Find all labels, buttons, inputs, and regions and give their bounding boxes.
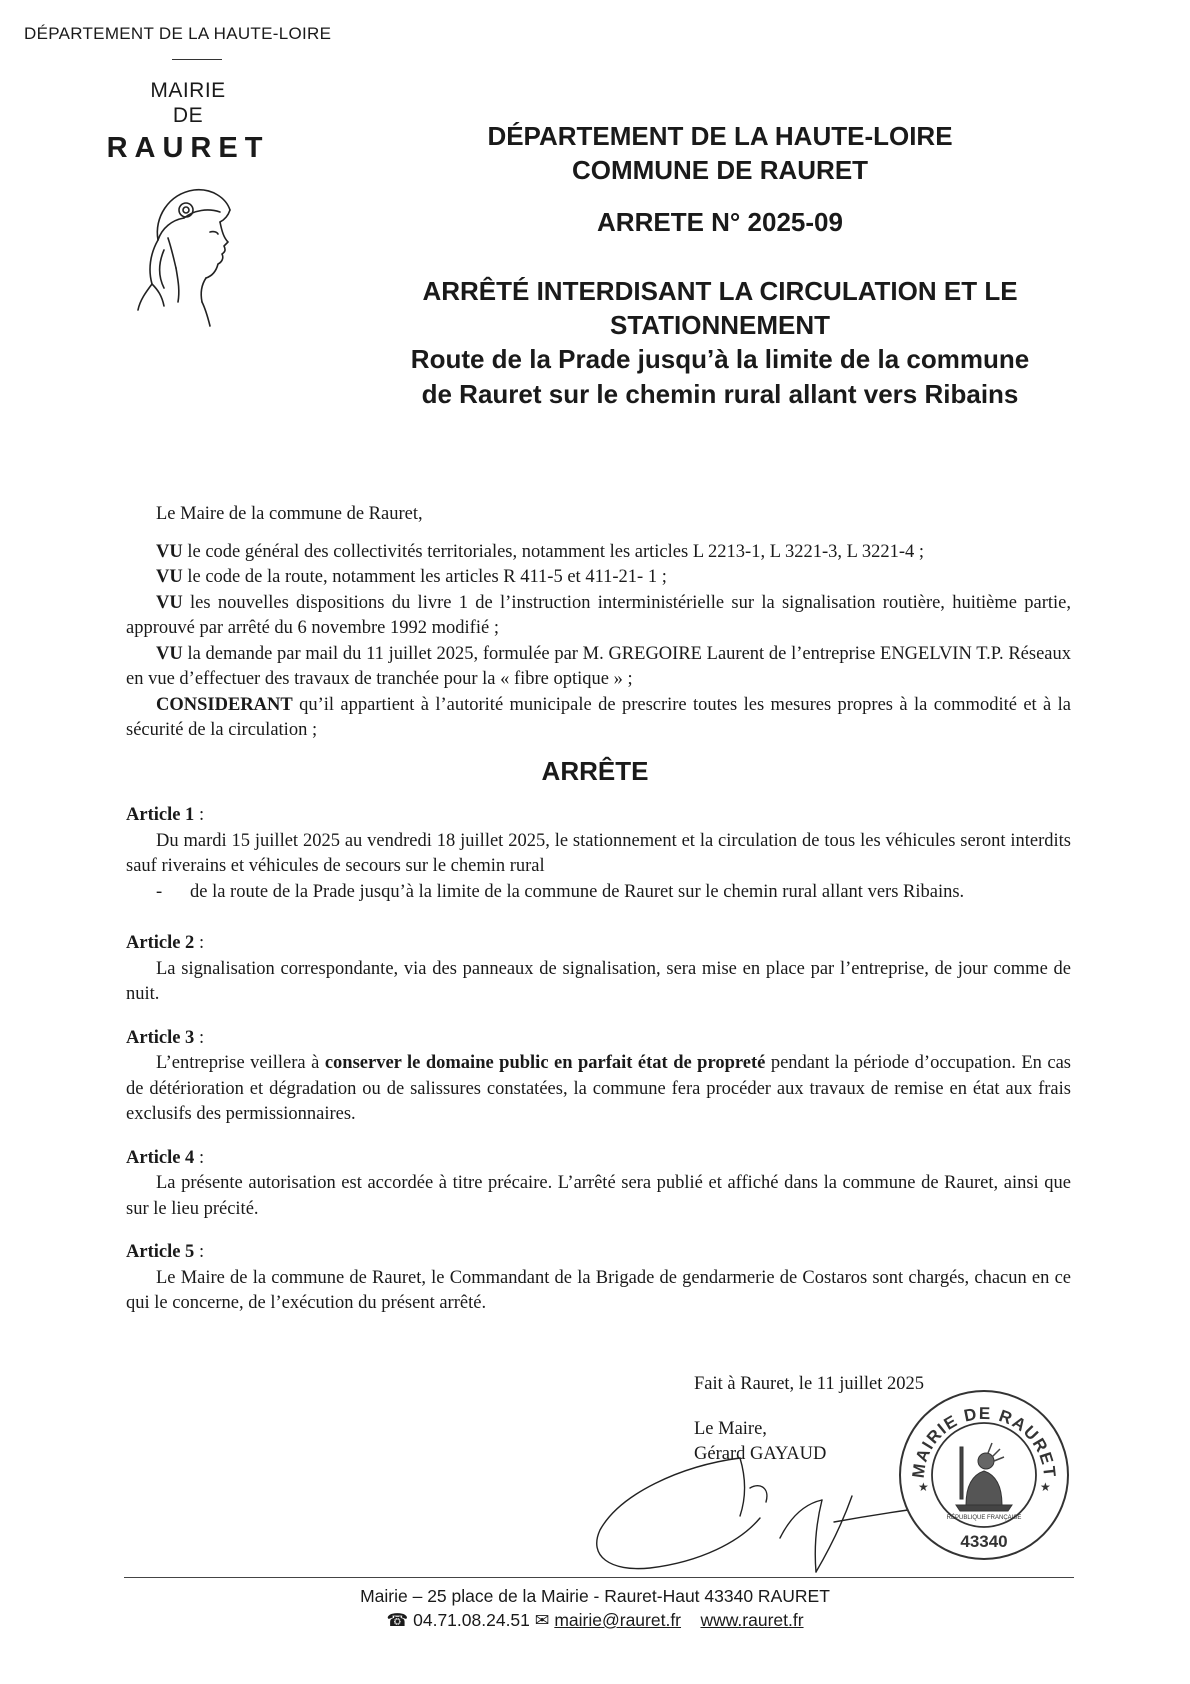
arrete-title	[300, 274, 1140, 342]
seal-star-icon: ★	[918, 1480, 929, 1494]
vu-text: la demande par mail du 11 juillet 2025, formulée par M. GREGOIRE Laurent de l’entreprise ENGELVIN T.P. Réseaux en vue d’effectuer des travaux de tranchée pour la « fibre optique » ;	[126, 643, 1071, 689]
seal-postal-code: 43340	[960, 1532, 1008, 1551]
article-4-label: Article 4 :	[126, 1147, 205, 1168]
preamble	[126, 502, 1071, 744]
article-4-text: La présente autorisation est accordée à titre précaire. L’arrêté sera publié et affiché dans la commune de Rauret, ainsi que sur le lieu précité.	[126, 1173, 1071, 1219]
header-department: DÉPARTEMENT DE LA HAUTE-LOIRE	[487, 121, 953, 151]
considerant-paragraph	[126, 693, 1071, 744]
arrete-title-line2: STATIONNEMENT	[609, 310, 831, 340]
vu-paragraph-1	[126, 540, 1071, 566]
article-3-label: Article 3 :	[126, 1027, 205, 1048]
arrete-title-line1: ARRÊTÉ INTERDISANT LA CIRCULATION ET LE	[422, 276, 1018, 306]
letterhead-mairie	[88, 78, 288, 166]
signatory-name: Gérard GAYAUD	[694, 1444, 827, 1464]
footer-website-link[interactable]: www.rauret.fr	[700, 1610, 804, 1630]
article-5-text: Le Maire de la commune de Rauret, le Commandant de la Brigade de gendarmerie de Costaros sont chargés, chacun en ce qui le concerne, de l’exécution du présent arrêté.	[126, 1267, 1071, 1313]
vu-label: VU	[156, 567, 183, 587]
vu-text: le code de la route, notamment les articles R 411-5 et 411-21- 1 ;	[182, 567, 667, 587]
place-date: Fait à Rauret, le 11 juillet 2025	[694, 1374, 925, 1394]
vu-label: VU	[156, 643, 183, 664]
article-1-label: Article 1 :	[126, 805, 205, 825]
letterhead-mairie-label: MAIRIE	[150, 79, 226, 102]
letterhead-divider	[172, 59, 222, 60]
vu-text: les nouvelles dispositions du livre 1 de l’instruction interministérielle sur la signalisation routière, huitième partie, approuvé par arrêté du 6 novembre 1992 modifié ;	[126, 592, 1071, 638]
arrete-heading: ARRÊTE	[541, 756, 649, 786]
article-1-text: Du mardi 15 juillet 2025 au vendredi 18 juillet 2025, le stationnement et la circulation de tous les véhicules seront interdits sauf riverains et véhicules de secours sur le chemin rural	[126, 830, 1071, 876]
footer-phone: 04.71.08.24.51	[413, 1610, 530, 1630]
signatory-role: Le Maire,	[694, 1419, 767, 1439]
letterhead-de-label: DE	[172, 104, 204, 127]
footer-email-link[interactable]: mairie@rauret.fr	[554, 1610, 682, 1630]
seal-star-icon: ★	[1040, 1480, 1051, 1494]
header-commune: COMMUNE DE RAURET	[571, 155, 869, 185]
arrete-subtitle-line1: Route de la Prade jusqu’à la limite de la commune	[410, 344, 1030, 374]
vu-paragraph-3	[126, 591, 1071, 642]
letterhead-commune-label: RAURET	[106, 132, 270, 164]
vu-text: le code général des collectivités territoriales, notamment les articles L 2213-1, L 3221-3, L 3221-4 ;	[182, 541, 925, 562]
marianne-logo-icon	[128, 180, 258, 330]
letterhead-department: DÉPARTEMENT DE LA HAUTE-LOIRE	[24, 24, 332, 43]
vu-label: VU	[156, 541, 183, 562]
bullet-dash: -	[156, 881, 163, 902]
article-5-label: Article 5 :	[126, 1242, 205, 1262]
article-1-bullet: - de la route de la Prade jusqu’à la limite de la commune de Rauret sur le chemin rural allant vers Ribains.	[126, 880, 1071, 906]
articles	[126, 803, 1071, 1317]
municipal-seal	[896, 1387, 1072, 1563]
considerant-label: CONSIDERANT	[156, 694, 293, 715]
arrete-number: ARRETE N° 2025-09	[597, 207, 843, 237]
arrete-subtitle-line2: de Rauret sur le chemin rural allant vers Ribains	[421, 379, 1019, 409]
footer-divider	[124, 1577, 1074, 1578]
article-2-label: Article 2 :	[126, 933, 205, 953]
vu-paragraph-2	[126, 565, 1071, 591]
seal-text: MAIRIE DE RAURET	[908, 1403, 1060, 1480]
phone-icon: ☎	[386, 1610, 409, 1630]
mail-icon: ✉	[534, 1610, 550, 1630]
preamble-intro: Le Maire de la commune de Rauret,	[156, 504, 423, 524]
footer-contact	[0, 1608, 1190, 1632]
vu-label: VU	[156, 592, 183, 613]
article-2-text: La signalisation correspondante, via des panneaux de signalisation, sera mise en place par l’entreprise, de jour comme de nuit.	[126, 958, 1071, 1004]
considerant-text: qu’il appartient à l’autorité municipale de prescrire toutes les mesures propres à la commodité et à la sécurité de la circulation ;	[126, 694, 1071, 740]
footer-address: Mairie – 25 place de la Mairie - Rauret-Haut 43340 RAURET	[360, 1586, 830, 1606]
seal-inner-text: RÉPUBLIQUE FRANÇAISE	[946, 1515, 1022, 1521]
arrete-subtitle	[300, 342, 1140, 412]
article-3-text: L’entreprise veillera à conserver le domaine public en parfait état de propreté pendant la période d’occupation. En cas de détérioration et dégradation ou de salissures constatées, la commune fera procéder aux travaux de remise en état aux frais exclusifs des permissionnaires.	[126, 1053, 1072, 1124]
vu-paragraph-4	[126, 642, 1071, 693]
handwritten-signature	[590, 1438, 910, 1578]
